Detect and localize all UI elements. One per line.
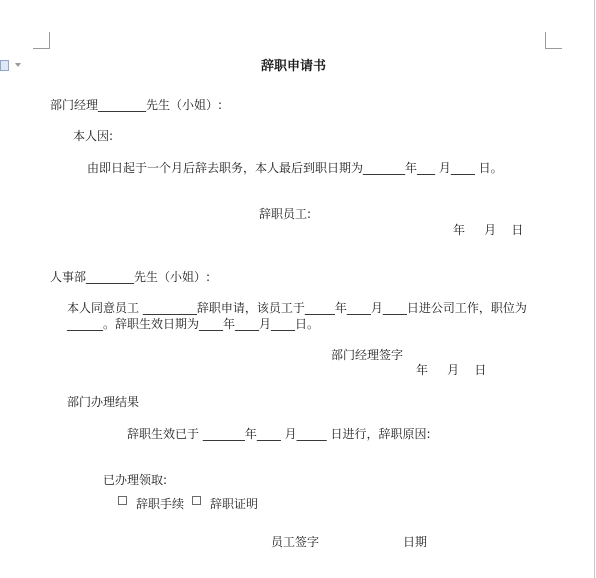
option-resignation-certificate: 辞职证明 <box>210 497 259 511</box>
checkbox-resignation-procedure[interactable] <box>118 496 127 505</box>
document-title: 辞职申请书 <box>261 59 327 74</box>
resignation-body: 由即日起于一个月后辞去职务，本人最后到职日期为_______年___ 月____ 日。 <box>87 161 503 175</box>
approval-body-line1: 本人同意员工 _________辞职申请，该员工于_____年____月____日进公司工作，职位为 <box>67 301 527 315</box>
signature-date: 年 月 日 <box>453 223 524 237</box>
dropdown-arrow-icon <box>15 63 21 67</box>
option-resignation-procedure: 辞职手续 <box>136 497 185 511</box>
document-icon <box>0 60 9 71</box>
reason-intro: 本人因: <box>73 129 114 143</box>
manager-greeting: 部门经理________先生（小姐）: <box>50 98 223 112</box>
manager-signature-date: 年 月 日 <box>416 363 487 377</box>
manager-signature: 部门经理签字 <box>331 348 404 362</box>
hr-greeting: 人事部________先生（小姐）: <box>50 270 211 284</box>
date-label: 日期 <box>403 535 428 549</box>
crop-mark-top-left <box>33 32 50 49</box>
approval-body-line2: ______。辞职生效日期为____年____月____日。 <box>67 317 320 331</box>
employee-signature: 员工签字 <box>271 535 320 549</box>
crop-mark-top-right <box>545 32 562 49</box>
checkbox-resignation-certificate[interactable] <box>192 496 201 505</box>
received-label: 已办理领取: <box>103 473 168 487</box>
paragraph-options-icon[interactable] <box>0 58 26 72</box>
department-result-heading: 部门办理结果 <box>67 395 140 409</box>
resignation-result: 辞职生效已于 _______年____ 月_____ 日进行，辞职原因: <box>127 427 431 441</box>
resigning-employee-signature: 辞职员工: <box>259 207 312 221</box>
